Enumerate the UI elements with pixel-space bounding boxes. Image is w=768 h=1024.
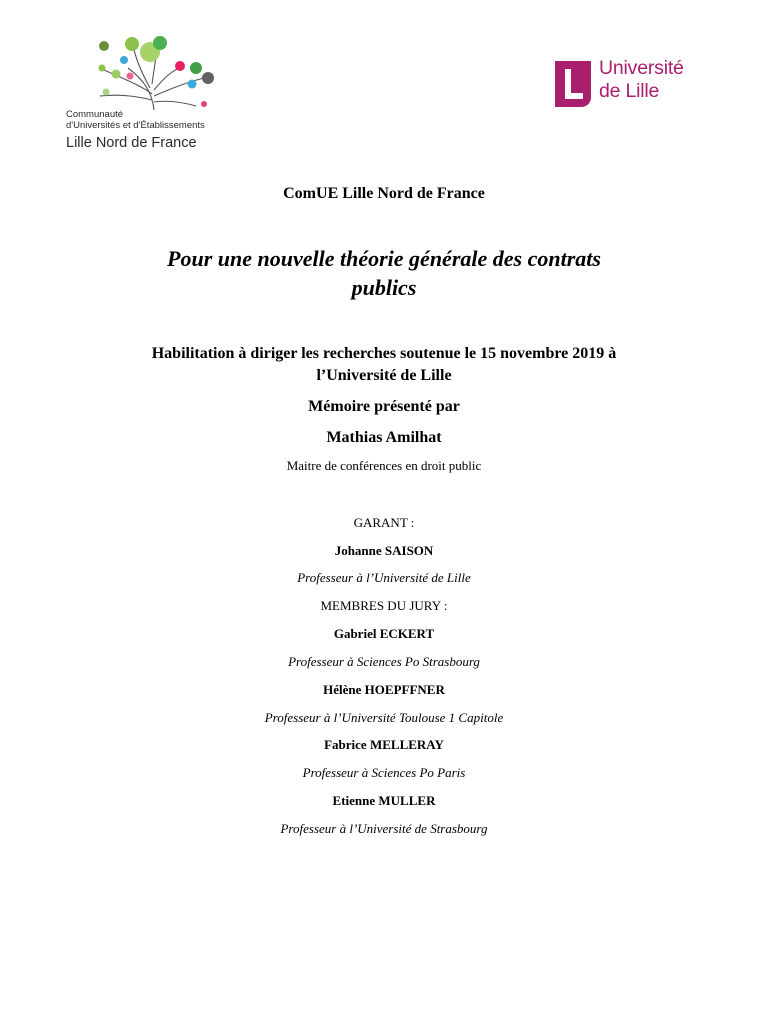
author-name: Mathias Amilhat — [326, 429, 442, 446]
jury-heading: MEMBRES DU JURY : — [320, 598, 448, 613]
habilitation-statement — [0, 343, 768, 387]
jury-member-name: Etienne MULLER — [332, 793, 436, 808]
ulille-line-2: de Lille — [599, 80, 660, 102]
jury-member-affiliation: Professeur à l’Université Toulouse 1 Capitole — [264, 710, 504, 725]
garant-affiliation: Professeur à l’Université de Lille — [297, 570, 471, 585]
habilitation-line-1: Habilitation à diriger les recherches soutenue le 15 novembre 2019 à — [151, 345, 617, 362]
garant-heading: GARANT : — [353, 515, 415, 530]
jury-member-name: Hélène HOEPFFNER — [323, 682, 445, 697]
thesis-title-line-1: Pour une nouvelle théorie générale des contrats — [167, 246, 601, 271]
memoire-label: Mémoire présenté par — [308, 398, 460, 415]
garant-name: Johanne SAISON — [334, 543, 434, 558]
thesis-title-line-2: publics — [351, 275, 417, 300]
jury-member-name: Fabrice MELLERAY — [324, 737, 444, 752]
comue-logo — [66, 30, 216, 152]
jury-member-affiliation: Professeur à l’Université de Strasbourg — [280, 821, 488, 836]
tree-of-dots-icon — [92, 30, 216, 110]
institution-name: ComUE Lille Nord de France — [283, 185, 485, 202]
comue-line-2: d'Universités et d'Établissements — [66, 120, 205, 131]
comue-line-3: Lille Nord de France — [66, 135, 197, 151]
comue-wordmark — [66, 109, 226, 152]
jury-member-affiliation: Professeur à Sciences Po Paris — [302, 765, 466, 780]
ulille-line-1: Université — [599, 57, 684, 79]
jury-member-name: Gabriel ECKERT — [333, 626, 435, 641]
l-mark-icon — [551, 59, 595, 109]
comue-line-1: Communauté — [66, 109, 124, 120]
ulille-logo — [551, 57, 721, 111]
habilitation-line-2: l’Université de Lille — [316, 367, 452, 384]
ulille-wordmark — [599, 57, 684, 103]
thesis-title — [0, 244, 768, 302]
author-role: Maitre de conférences en droit public — [286, 458, 482, 473]
jury-member-affiliation: Professeur à Sciences Po Strasbourg — [288, 654, 480, 669]
